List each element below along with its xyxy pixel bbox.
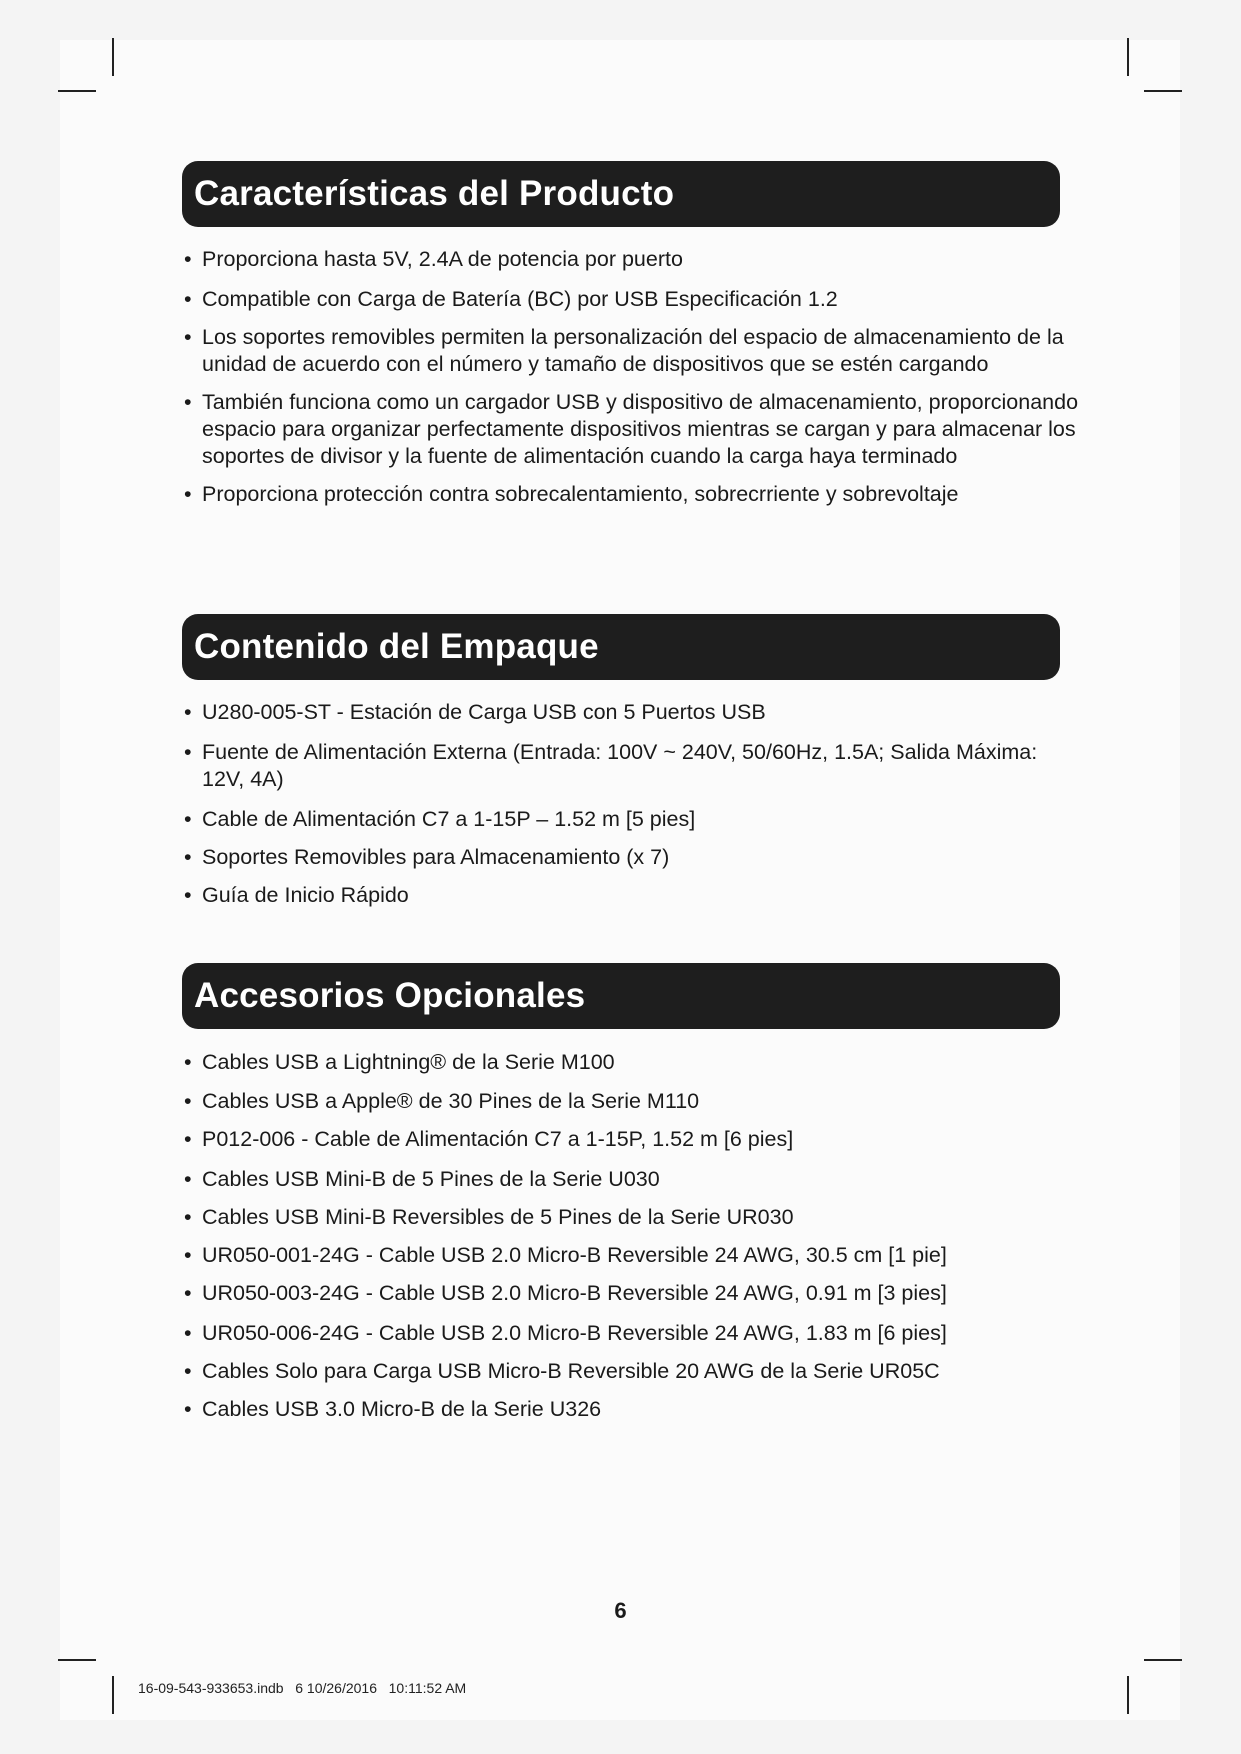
list-item: • Proporciona protección contra sobrecalentamiento, sobrecrriente y sobrevoltaje [182,481,1082,508]
section-heading-features: Características del Producto [182,161,1060,227]
section-heading-package-contents: Contenido del Empaque [182,614,1060,680]
list-item: • U280-005-ST - Estación de Carga USB con 5 Puertos USB [182,699,1082,726]
list-item: • Cable de Alimentación C7 a 1-15P – 1.52 m [5 pies] [182,806,1082,833]
list-item: • Compatible con Carga de Batería (BC) por USB Especificación 1.2 [182,286,1082,313]
list-item: • Cables USB Mini-B de 5 Pines de la Serie U030 [182,1166,1082,1193]
package-contents-list [182,699,1082,909]
accessories-list [182,1049,1082,1423]
list-item: • P012-006 - Cable de Alimentación C7 a 1-15P, 1.52 m [6 pies] [182,1126,1082,1153]
crop-mark [112,38,114,76]
crop-mark [1144,90,1182,92]
list-item: • Cables USB a Lightning® de la Serie M100 [182,1049,1082,1076]
list-item: • Cables USB 3.0 Micro-B de la Serie U326 [182,1396,1082,1423]
page-number: 6 [614,1598,627,1623]
list-item: • Cables USB Mini-B Reversibles de 5 Pines de la Serie UR030 [182,1204,1082,1231]
list-item: • UR050-006-24G - Cable USB 2.0 Micro-B Reversible 24 AWG, 1.83 m [6 pies] [182,1320,1082,1347]
list-item: • También funciona como un cargador USB y dispositivo de almacenamiento, proporcionando espacio para organizar perfectamente dispositivos mientras se cargan y para almacenar los soportes de divisor y la fuente de alimentación cuando la carga haya terminado [182,389,1082,470]
crop-mark [58,90,96,92]
print-slug-line: 16-09-543-933653.indb 6 10/26/2016 10:11:52 AM [138,1680,467,1696]
crop-mark [1144,1659,1182,1661]
list-item: • UR050-003-24G - Cable USB 2.0 Micro-B Reversible 24 AWG, 0.91 m [3 pies] [182,1280,1082,1307]
list-item: • Los soportes removibles permiten la personalización del espacio de almacenamiento de la unidad de acuerdo con el número y tamaño de dispositivos que se estén cargando [182,324,1082,378]
list-item: • UR050-001-24G - Cable USB 2.0 Micro-B Reversible 24 AWG, 30.5 cm [1 pie] [182,1242,1082,1269]
list-item: • Guía de Inicio Rápido [182,882,1082,909]
list-item: • Proporciona hasta 5V, 2.4A de potencia por puerto [182,246,1082,273]
features-list [182,246,1082,508]
crop-mark [1127,38,1129,76]
crop-mark [1127,1676,1129,1714]
section-heading-optional-accessories: Accesorios Opcionales [182,963,1060,1029]
list-item: • Fuente de Alimentación Externa (Entrada: 100V ~ 240V, 50/60Hz, 1.5A; Salida Máxima: 12V, 4A) [182,739,1082,793]
crop-mark [112,1676,114,1714]
list-item: • Cables USB a Apple® de 30 Pines de la Serie M110 [182,1088,1082,1115]
list-item: • Cables Solo para Carga USB Micro-B Reversible 20 AWG de la Serie UR05C [182,1358,1082,1385]
crop-mark [58,1659,96,1661]
list-item: • Soportes Removibles para Almacenamiento (x 7) [182,844,1082,871]
